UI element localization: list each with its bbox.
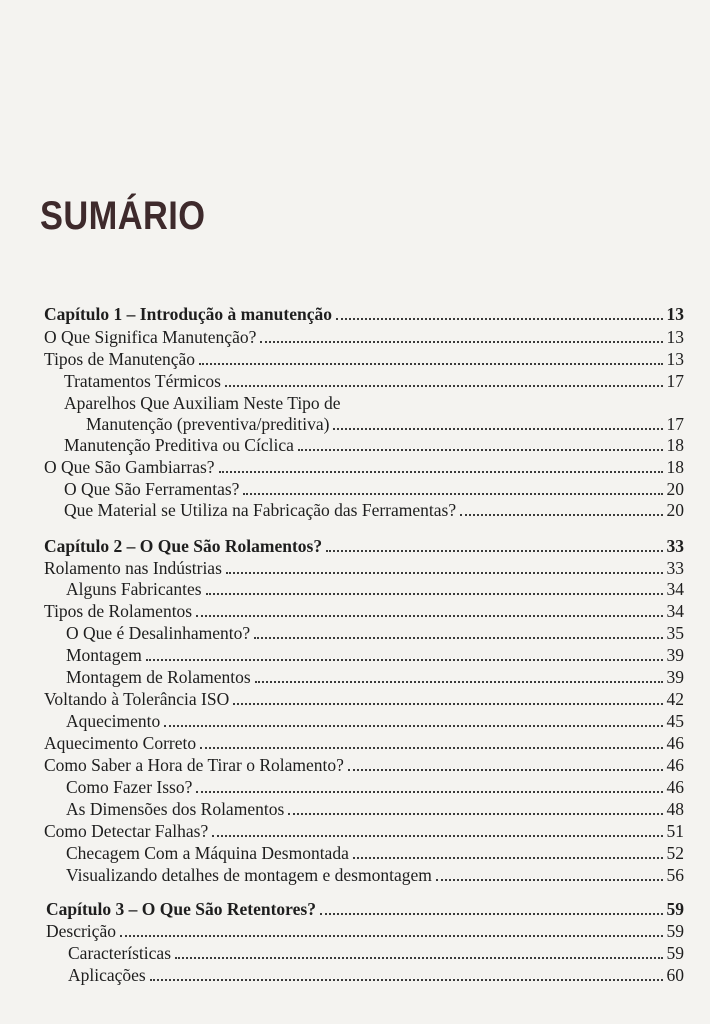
- leader-dots: [196, 791, 662, 793]
- toc-entry-title: O Que é Desalinhamento?: [66, 623, 251, 643]
- toc-entry: [66, 665, 684, 689]
- toc-entry: [44, 325, 684, 349]
- toc-entry-title: Como Detectar Falhas?: [44, 821, 209, 841]
- toc-entry-title: Aquecimento Correto: [44, 733, 197, 753]
- toc-entry: [66, 797, 684, 821]
- toc-entry-title: Tratamentos Térmicos: [64, 371, 221, 391]
- leader-dots: [225, 385, 663, 387]
- toc-entry: [44, 599, 684, 623]
- toc-page-number: 59: [666, 899, 684, 919]
- toc-entry: [44, 347, 684, 371]
- leader-dots: [243, 493, 662, 495]
- toc-entry: [66, 863, 684, 887]
- leader-dots: [348, 769, 663, 771]
- toc-entry-title: Visualizando detalhes de montagem e desmontagem: [66, 865, 432, 885]
- toc-page-number: 39: [666, 667, 684, 687]
- toc-entry-title: O Que São Gambiarras?: [44, 457, 215, 477]
- toc-entry: [66, 841, 684, 865]
- leader-dots: [212, 835, 662, 837]
- page-title: SUMÁRIO: [40, 194, 206, 238]
- toc-page-number: 17: [666, 371, 684, 391]
- toc-entry-title: As Dimensões dos Rolamentos: [66, 799, 285, 819]
- toc-entry-title: Tipos de Rolamentos: [44, 601, 193, 621]
- toc-page-number: 33: [666, 558, 684, 578]
- leader-dots: [164, 725, 662, 727]
- toc-entry: [66, 643, 684, 667]
- toc-page-number: 13: [666, 327, 684, 347]
- leader-dots: [196, 615, 662, 617]
- toc-entry-title: Manutenção Preditiva ou Cíclica: [64, 435, 294, 455]
- toc-page-number: 52: [666, 843, 684, 863]
- toc-entry-title: Descrição: [46, 921, 116, 941]
- toc-entry: [44, 753, 684, 777]
- leader-dots: [226, 572, 663, 574]
- toc-page-number: 46: [666, 777, 684, 797]
- toc-entry: [44, 687, 684, 711]
- toc-entry-title: Capítulo 3 – O Que São Retentores?: [46, 899, 316, 919]
- leader-dots: [320, 913, 663, 915]
- leader-dots: [219, 471, 663, 473]
- toc-entry-title: Capítulo 1 – Introdução à manutenção: [44, 304, 332, 324]
- toc-entry: [44, 731, 684, 755]
- leader-dots: [460, 514, 662, 516]
- toc-chapter-1: [44, 302, 684, 326]
- toc-entry: [66, 577, 684, 601]
- toc-entry: [44, 455, 684, 479]
- leader-dots: [150, 979, 663, 981]
- leader-dots: [288, 813, 662, 815]
- toc-entry-title: Capítulo 2 – O Que São Rolamentos?: [44, 536, 323, 556]
- toc-entry-title: Rolamento nas Indústrias: [44, 558, 222, 578]
- leader-dots: [260, 341, 662, 343]
- toc-entry-title: Voltando à Tolerância ISO: [44, 689, 230, 709]
- toc-page-number: 45: [666, 711, 684, 731]
- toc-page-number: 18: [666, 435, 684, 455]
- toc-entry-title: Manutenção (preventiva/preditiva): [86, 414, 330, 434]
- leader-dots: [254, 637, 662, 639]
- leader-dots: [206, 593, 663, 595]
- toc-entry: [46, 919, 684, 943]
- toc-page-number: 13: [666, 304, 684, 324]
- toc-page-number: 46: [666, 733, 684, 753]
- toc-entry-title: Características: [68, 943, 172, 963]
- toc-entry-title: Montagem: [66, 645, 142, 665]
- toc-entry: [64, 369, 684, 393]
- toc-page-number: 34: [666, 579, 684, 599]
- toc-entry-title: Aquecimento: [66, 711, 161, 731]
- toc-entry-title: Tipos de Manutenção: [44, 349, 196, 369]
- leader-dots: [233, 703, 662, 705]
- toc-entry-title: Montagem de Rolamentos: [66, 667, 251, 687]
- toc-page-number: 20: [666, 479, 684, 499]
- leader-dots: [326, 550, 662, 552]
- toc-page-number: 59: [666, 921, 684, 941]
- leader-dots: [200, 747, 662, 749]
- toc-entry: [64, 498, 684, 522]
- toc-page-number: 39: [666, 645, 684, 665]
- leader-dots: [120, 935, 663, 937]
- toc-entry: [66, 709, 684, 733]
- toc-chapter-2: [44, 534, 684, 558]
- toc-page-number: 20: [666, 500, 684, 520]
- toc-entry-title: Aplicações: [68, 965, 146, 985]
- toc-page-number: 13: [666, 349, 684, 369]
- toc-entry-title: O Que São Ferramentas?: [64, 479, 240, 499]
- leader-dots: [146, 659, 663, 661]
- leader-dots: [353, 857, 663, 859]
- leader-dots: [298, 449, 663, 451]
- leader-dots: [175, 957, 662, 959]
- toc-page-number: 60: [666, 965, 684, 985]
- leader-dots: [199, 363, 662, 365]
- toc-page-number: 42: [666, 689, 684, 709]
- toc-entry-title: O Que Significa Manutenção?: [44, 327, 257, 347]
- leader-dots: [336, 318, 663, 320]
- toc-page-number: 46: [666, 755, 684, 775]
- toc-chapter-3: [46, 897, 684, 921]
- toc-page-number: 34: [666, 601, 684, 621]
- leader-dots: [333, 428, 662, 430]
- toc-page-number: 51: [666, 821, 684, 841]
- toc-entry: [44, 819, 684, 843]
- leader-dots: [436, 879, 663, 881]
- toc-entry: [64, 433, 684, 457]
- toc-page-number: 35: [666, 623, 684, 643]
- toc-entry-title: Que Material se Utiliza na Fabricação das Ferramentas?: [64, 500, 457, 520]
- toc-entry: [66, 775, 684, 799]
- toc-page-number: 59: [666, 943, 684, 963]
- toc-entry-title: Alguns Fabricantes: [66, 579, 202, 599]
- toc-page-number: 56: [666, 865, 684, 885]
- toc-entry-title: Como Fazer Isso?: [66, 777, 193, 797]
- toc-page-number: 17: [666, 414, 684, 434]
- leader-dots: [255, 681, 663, 683]
- toc-entry-title: Checagem Com a Máquina Desmontada: [66, 843, 349, 863]
- toc-entry-title: Aparelhos Que Auxiliam Neste Tipo de: [64, 393, 341, 413]
- toc-entry-title: Como Saber a Hora de Tirar o Rolamento?: [44, 755, 344, 775]
- toc-entry: [68, 941, 684, 965]
- toc-page-number: 48: [666, 799, 684, 819]
- toc-entry: [68, 963, 684, 987]
- toc-page-number: 18: [666, 457, 684, 477]
- toc-entry: [66, 621, 684, 645]
- toc-page-number: 33: [666, 536, 684, 556]
